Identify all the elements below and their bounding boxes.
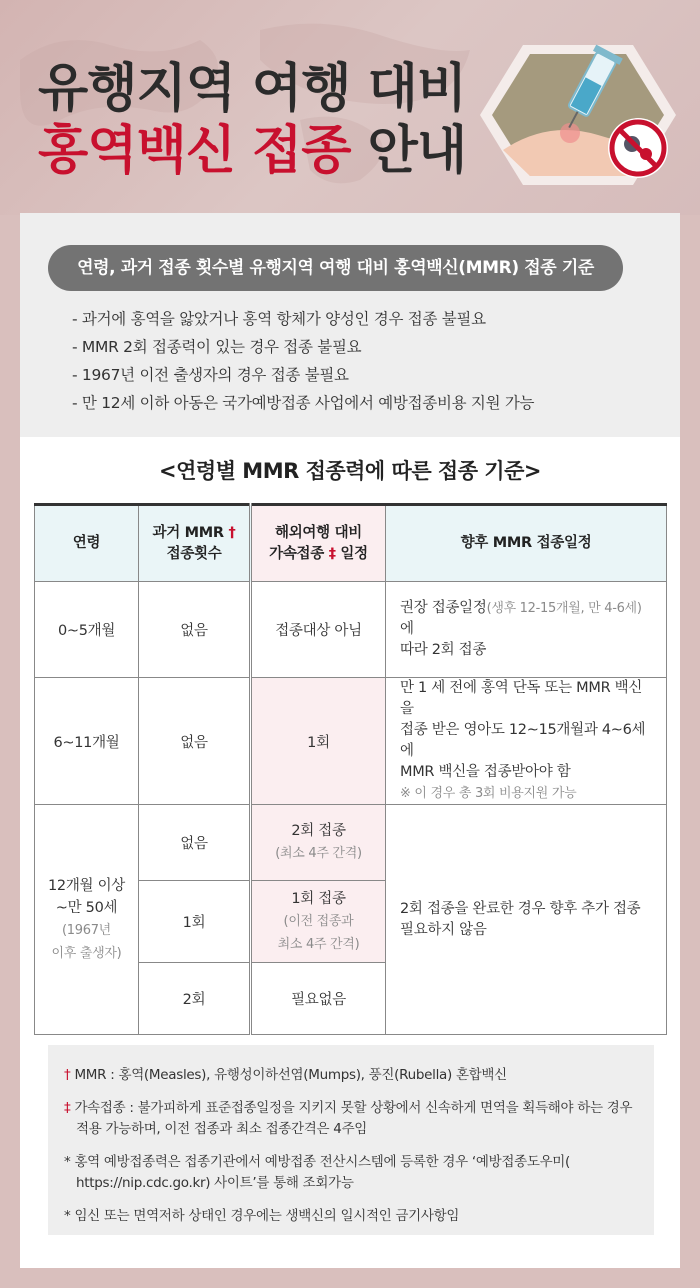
cell-travel: 1회 접종 (이전 접종과 최소 4주 간격) — [251, 881, 386, 963]
title-suffix: 안내 — [367, 121, 467, 181]
list-item: - 만 12세 이하 아동은 국가예방접종 사업에서 예방접종비용 지원 가능 — [72, 389, 534, 417]
cell-past: 없음 — [139, 582, 251, 678]
list-item: - 1967년 이전 출생자의 경우 접종 불필요 — [72, 361, 534, 389]
cell-travel: 1회 — [251, 678, 386, 805]
cell-future: 2회 접종을 완료한 경우 향후 추가 접종 필요하지 않음 — [386, 805, 667, 1035]
cell-past: 없음 — [139, 805, 251, 881]
table-row — [35, 805, 667, 881]
cell-past: 없음 — [139, 678, 251, 805]
content-panel — [20, 213, 680, 1268]
cell-travel: 필요없음 — [251, 963, 386, 1035]
cell-age: 6~11개월 — [35, 678, 139, 805]
mmr-schedule-table — [34, 503, 667, 1035]
cell-future: 권장 접종일정(생후 12-15개월, 만 4-6세)에 따라 2회 접종 — [386, 582, 667, 678]
cost-support-note: ※ 이 경우 총 3회 비용지원 가능 — [400, 786, 577, 801]
table-row — [35, 678, 667, 805]
page-title — [38, 58, 466, 182]
dagger-mark: † — [228, 524, 236, 541]
cell-future: 만 1 세 전에 홍역 단독 또는 MMR 백신을 접종 받은 영아도 12∼15개월과 4∼6세에 MMR 백신을 접종받아야 함 ※ 이 경우 총 3회 비용지원 가능 — [386, 678, 667, 805]
table-title: <연령별 MMR 접종력에 따른 접종 기준> — [159, 459, 541, 483]
header-future-schedule: 향후 MMR 접종일정 — [386, 505, 667, 582]
vaccine-illustration — [478, 40, 678, 190]
cell-travel: 2회 접종 (최소 4주 간격) — [251, 805, 386, 881]
double-dagger-mark: ‡ — [328, 545, 336, 562]
list-item: - MMR 2회 접종력이 있는 경우 접종 불필요 — [72, 333, 534, 361]
title-line-2 — [38, 120, 466, 182]
criteria-section — [20, 213, 680, 437]
criteria-heading: 연령, 과거 접종 횟수별 유행지역 여행 대비 홍역백신(MMR) 접종 기준 — [48, 245, 623, 291]
header-past-doses: 과거 MMR † 접종횟수 — [139, 505, 251, 582]
header-accelerated: 해외여행 대비 가속접종 ‡ 일정 — [251, 505, 386, 582]
table-row — [35, 582, 667, 678]
footnotes-box — [48, 1045, 654, 1235]
footnote-history: * 홍역 예방접종력은 접종기관에서 예방접종 전산시스템에 등록한 경우 ‘예방접종도우미( https://nip.cdc.go.kr) 사이트’를 통해 조회가능 — [64, 1154, 571, 1191]
footnote-mmr: † MMR : 홍역(Measles), 유행성이하선염(Mumps), 풍진(Rubella) 혼합백신 — [64, 1067, 507, 1083]
table-header-row — [35, 505, 667, 582]
cell-travel: 접종대상 아님 — [251, 582, 386, 678]
header-age: 연령 — [35, 505, 139, 582]
cell-age: 12개월 이상 ~만 50세 (1967년 이후 출생자) — [35, 805, 139, 1035]
title-line-1: 유행지역 여행 대비 — [38, 59, 467, 119]
footnote-pregnancy: * 임신 또는 면역저하 상태인 경우에는 생백신의 일시적인 금기사항임 — [64, 1208, 460, 1224]
cell-past: 2회 — [139, 963, 251, 1035]
criteria-list — [72, 305, 534, 417]
cell-age: 0~5개월 — [35, 582, 139, 678]
title-highlight: 홍역백신 접종 — [38, 121, 351, 181]
cell-past: 1회 — [139, 881, 251, 963]
list-item: - 과거에 홍역을 앓았거나 홍역 항체가 양성인 경우 접종 불필요 — [72, 305, 534, 333]
footnote-accelerated: ‡ 가속접종 : 불가피하게 표준접종일정을 지키지 못할 상황에서 신속하게 면역을 획득해야 하는 경우 적용 가능하며, 이전 접종과 최소 접종간격은 4주임 — [64, 1100, 633, 1137]
